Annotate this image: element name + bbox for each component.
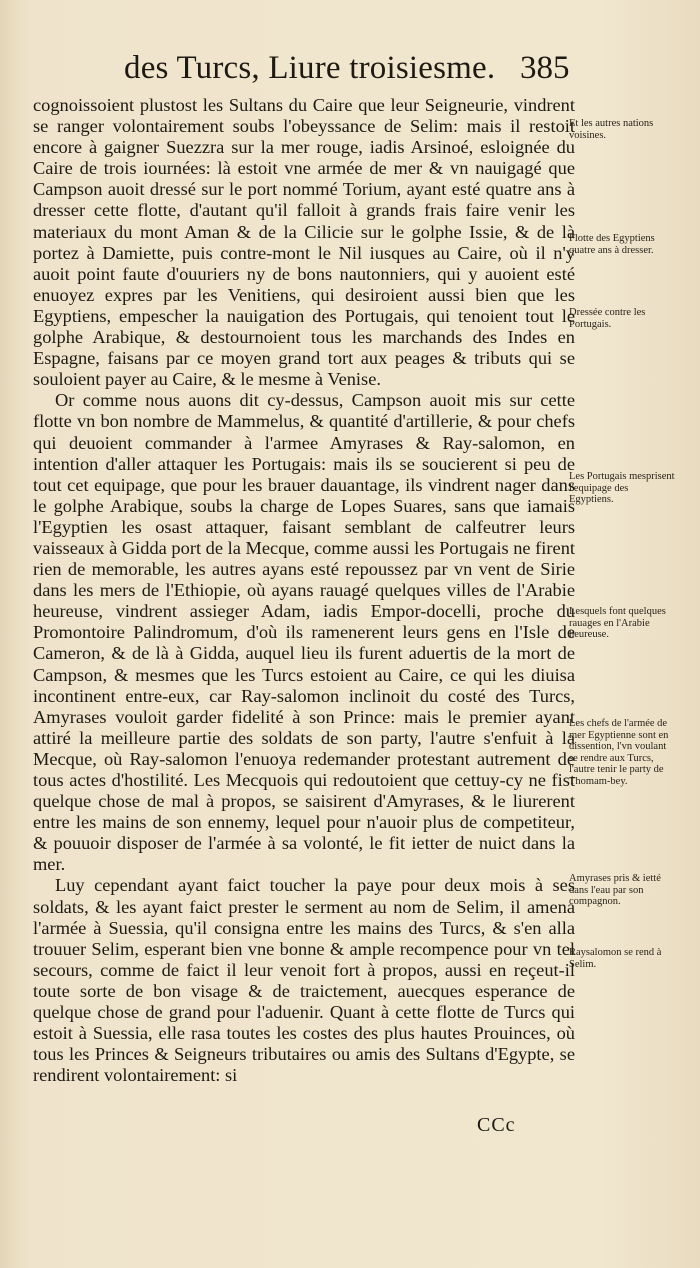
margin-note-6: Les chefs de l'armée de mer Egyptienne sont en dissention, l'vn voulant se rendre aux Turcs, l'autre tenir le party de Thomam-bey.: [569, 718, 669, 787]
margin-note-3: Dressée contre les Portugais.: [569, 307, 646, 330]
paragraph-1: cognoissoient plustost les Sultans du Caire que leur Seigneurie, vindrent se ranger volontairement soubs l'obeyssance de Selim: mais il restoit encore à gaigner Suezzra sur la mer rouge, iadis Arsinoé, esloignée du Caire de trois iournées: là estoit vne armée de mer & vn nauigagé que Campson auoit dressé sur le port nommé Torium, ayant esté quatre ans à dresser cette flotte, d'autant qu'il falloit à grands frais faire venir les materiaux du mont Aman & de la Cilicie sur le golphe Issie, & de là portez à Damiette, puis contre-mont le Nil iusques au Caire, où il n'y auoit point faute d'ouuriers ny de bons nautonniers, qui y auoient esté enuoyez expres par les Venitiens, qui desiroient aussi bien que les Egyptiens, empescher la nauigation des Portugais, qui tenoient tout le golphe Arabique, & destournoient tous les marchands des Indes en Espagne, faisans par ce moyen grand tort aux peages & tributs qui se souloient payer au Caire, & le mesme à Venise.: [33, 95, 575, 390]
body-text: [33, 95, 575, 1086]
page-number: 385: [520, 50, 570, 86]
margin-note-7: Amyrases pris & ietté dans l'eau par son compagnon.: [569, 873, 661, 907]
running-title: des Turcs, Liure troisiesme.: [124, 50, 496, 86]
margin-note-8: Raysalomon se rend à Selim.: [569, 947, 662, 970]
margin-note-5: Lesquels font quelques rauages en l'Arabie heureuse.: [569, 606, 666, 640]
paragraph-3: Luy cependant ayant faict toucher la paye pour deux mois à ses soldats, & les ayant faict prester le serment au nom de Selim, il amena l'armée à Suessia, qu'il consigna entre les mains des Turcs, & s'en alla trouuer Selim, esperant bien vne bonne & ample recompence pour vn tel secours, comme de faict il leur venoit fort à propos, aussi en reçeut-il toute sorte de bon visage & de traictement, auecques esperance de quelque chose de grand pour l'aduenir. Quant à cette flotte de Turcs qui estoit à Suessia, elle rasa toutes les costes des plus hautes Prouinces, où tous les Princes & Seigneurs tributaires ou amis des Sultans d'Egypte, se rendirent volontairement: si: [33, 875, 575, 1086]
margin-note-4: Les Portugais mesprisent l'equipage des Egyptiens.: [569, 471, 675, 505]
running-head: [0, 48, 700, 98]
signature-mark: CCc: [477, 1114, 516, 1136]
margin-note-1: Et les autres nations voisines.: [569, 118, 654, 141]
margin-note-2: Flotte des Egyptiens quatre ans à dresser.: [569, 233, 655, 256]
paragraph-2: Or comme nous auons dit cy-dessus, Campson auoit mis sur cette flotte vn bon nombre de Mammelus, & quantité d'artillerie, & pour chefs qui deuoient commander à l'armee Amyrases & Ray-salomon, en intention d'aller attaquer les Portugais: mais ils se soucierent si peu de tout cet equipage, que pour les brauer dauantage, ils vindrent nager dans le golphe Arabique, soubs la charge de Lopes Suares, sans que iamais l'Egyptien les osast attaquer, faisant semblant de calfeutrer leurs vaisseaux à Gidda port de la Mecque, comme aussi les Portugais ne firent rien de memorable, les autres ayans esté repoussez par vn vent de Sirie dans les mers de l'Ethiopie, où ayans rauagé quelques villes de l'Arabie heureuse, vindrent assieger Adam, iadis Empor-docelli, proche du Promontoire Palindromum, d'où ils ramenerent leurs gens en l'Isle de Cameron, & de là à Gidda, auquel lieu ils furent aduertis de la mort de Campson, & mesmes que les Turcs estoient au Caire, ce qui les diuisa incontinent entre-eux, car Ray-salomon inclinoit du costé des Turcs, Amyrases vouloit garder fidelité à son Prince: mais le premier ayant attiré la meilleure partie des soldats de son party, l'autre s'enfuit à la Mecque, où Ray-salomon l'enuoya redemander protestant autrement de tous actes d'hostilité. Les Mecquois qui redoutoient que cettuy-cy ne fist quelque chose de mal à propos, se saisirent d'Amyrases, & le liurerent entre les mains de son ennemy, lequel pour n'auoir plus de competiteur, & pouuoir disposer de l'armée à sa volonté, le fit ietter de nuict dans la mer.: [33, 390, 575, 875]
